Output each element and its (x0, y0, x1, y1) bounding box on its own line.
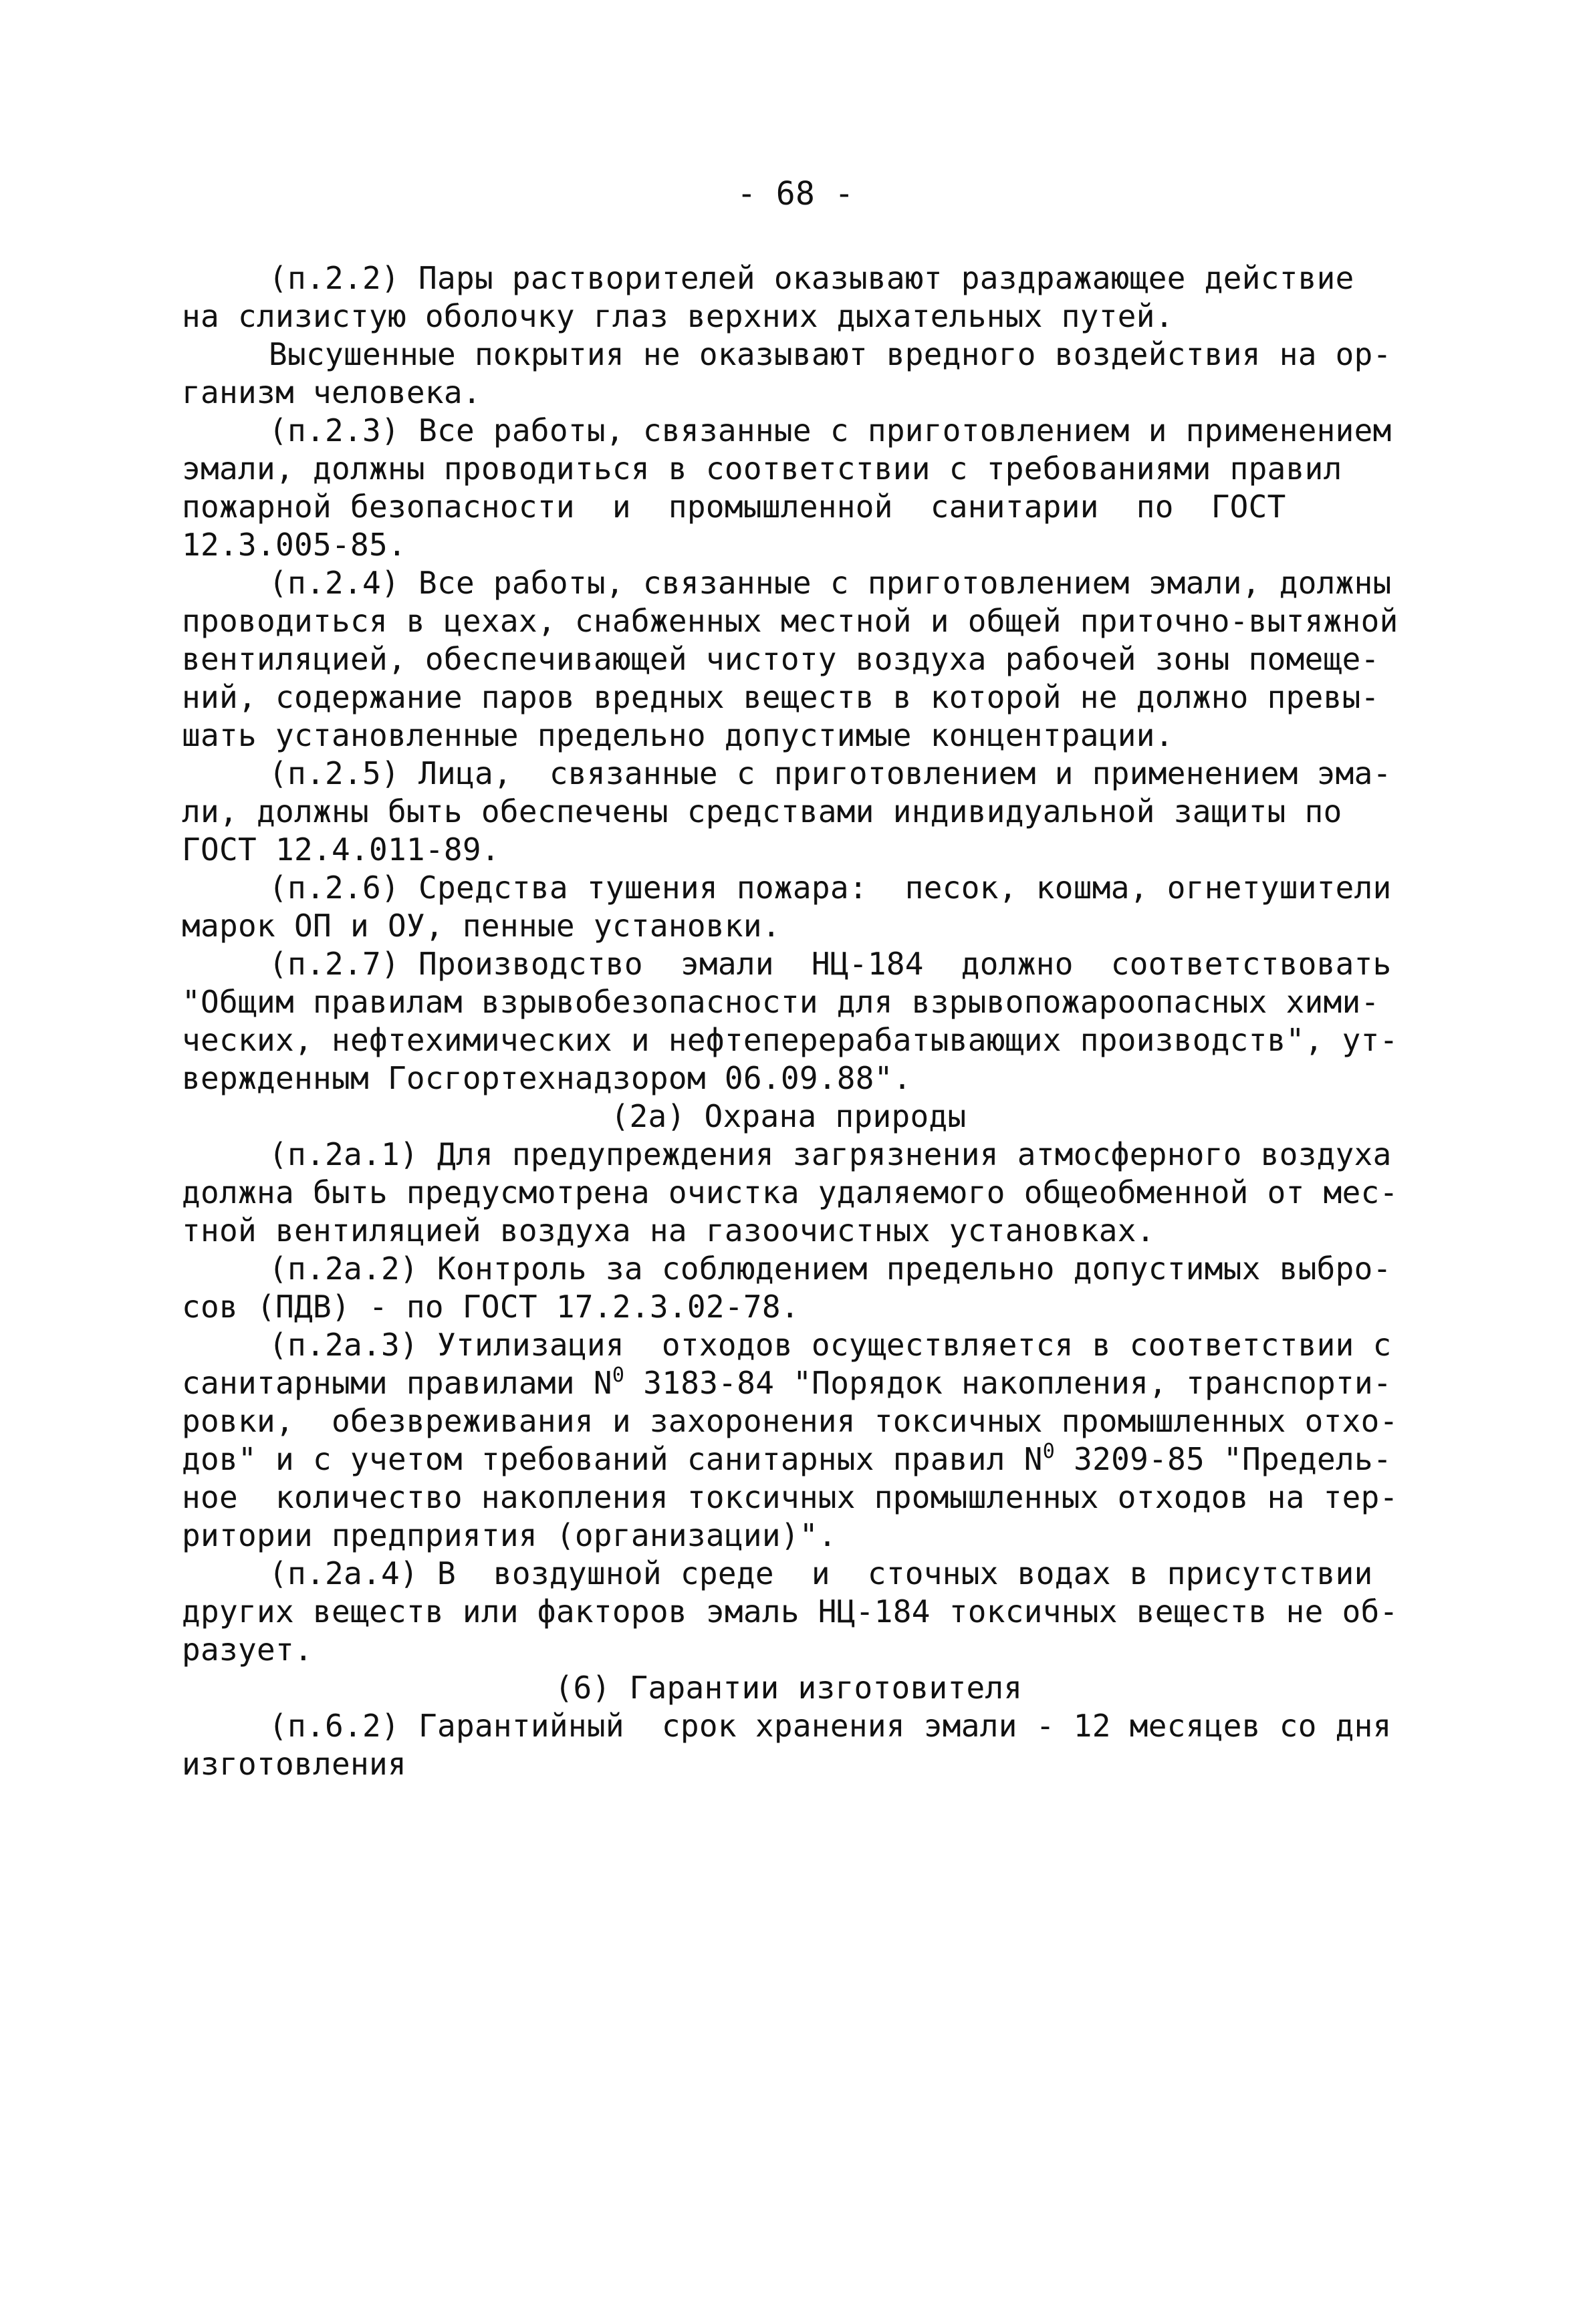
text-line: шать установленные предельно допустимые концентрации. (182, 717, 1174, 753)
text-line: (п.2а.3) Утилизация отходов осуществляется в соответствии с (269, 1327, 1392, 1363)
text-line: Высушенные покрытия не оказывают вредного воздействия на ор- (269, 336, 1392, 372)
text-line: (п.2.5) Лица, связанные с приготовлением и применением эма- (269, 755, 1392, 791)
text-line: эмали, должны проводиться в соответствии с требованиями правил (182, 450, 1342, 487)
text-line: (п.2.7) Производство эмали НЦ-184 должно соответствовать (269, 946, 1392, 982)
text-line: (п.2.2) Пары растворителей оказывают раздражающее действие (269, 260, 1354, 296)
text-segment: санитарными правилами N (182, 1365, 612, 1401)
text-line: (п.2а.1) Для предупреждения загрязнения атмосферного воздуха (269, 1136, 1392, 1172)
text-line: ний, содержание паров вредных веществ в которой не должно превы- (182, 679, 1380, 715)
text-line: проводиться в цехах, снабженных местной и общей приточно-вытяжной (182, 603, 1398, 639)
text-line: (п.2.3) Все работы, связанные с приготовлением и применением (269, 412, 1392, 448)
section-heading-2a: (2а) Охрана природы (610, 1098, 967, 1134)
text-line: (п.6.2) Гарантийный срок хранения эмали - 12 месяцев со дня (269, 1708, 1392, 1744)
text-line: тной вентиляцией воздуха на газоочистных установках. (182, 1212, 1155, 1249)
text-line: 12.3.005-85. (182, 527, 406, 563)
text-line: вентиляцией, обеспечивающей чистоту воздуха рабочей зоны помеще- (182, 641, 1380, 677)
text-line: сов (ПДВ) - по ГОСТ 17.2.3.02-78. (182, 1289, 800, 1325)
text-line: ГОСТ 12.4.011-89. (182, 831, 500, 868)
text-line: ритории предприятия (организации)". (182, 1517, 837, 1553)
text-line: (п.2.4) Все работы, связанные с приготовлением эмали, должны (269, 565, 1392, 601)
text-line: марок ОП и ОУ, пенные установки. (182, 908, 781, 944)
text-line: ное количество накопления токсичных промышленных отходов на тер- (182, 1479, 1398, 1515)
text-line: вержденным Госгортехнадзором 06.09.88". (182, 1060, 912, 1096)
text-line: других веществ или факторов эмаль НЦ-184 токсичных веществ не об- (182, 1593, 1398, 1630)
superscript: 0 (1042, 1440, 1056, 1463)
text-line: должна быть предусмотрена очистка удаляемого общеобменной от мес- (182, 1174, 1398, 1210)
page-number: - 68 - (737, 175, 854, 213)
text-line: разует. (182, 1632, 313, 1668)
text-segment: 3209-85 "Предель- (1055, 1441, 1392, 1477)
text-line: (п.2а.4) В воздушной среде и сточных водах в присутствии (269, 1555, 1373, 1591)
text-line: ровки, обезвреживания и захоронения токсичных промышленных отхо- (182, 1403, 1398, 1439)
text-line: изготовления (182, 1746, 406, 1782)
text-line: на слизистую оболочку глаз верхних дыхательных путей. (182, 298, 1174, 334)
text-line: "Общим правилам взрывобезопасности для взрывопожароопасных хими- (182, 984, 1380, 1020)
text-segment: 3183-84 "Порядок накопления, транспорти- (624, 1365, 1392, 1401)
text-line (182, 1440, 1392, 1478)
text-line: ли, должны быть обеспечены средствами индивидуальной защиты по (182, 793, 1342, 829)
text-line: (п.2.6) Средства тушения пожара: песок, кошма, огнетушители (269, 870, 1392, 906)
text-line: (п.2а.2) Контроль за соблюдением предельно допустимых выбро- (269, 1251, 1392, 1287)
document-body (182, 259, 1398, 1783)
text-line: ческих, нефтехимических и нефтеперерабатывающих производств", ут- (182, 1022, 1398, 1058)
superscript: 0 (612, 1364, 625, 1387)
text-line: ганизм человека. (182, 374, 481, 410)
section-heading-6: (6) Гарантии изготовителя (554, 1670, 1023, 1706)
text-segment: дов" и с учетом требований санитарных правил N (182, 1441, 1043, 1477)
text-line: пожарной безопасности и промышленной санитарии по ГОСТ (182, 489, 1286, 525)
text-line (182, 1364, 1392, 1402)
